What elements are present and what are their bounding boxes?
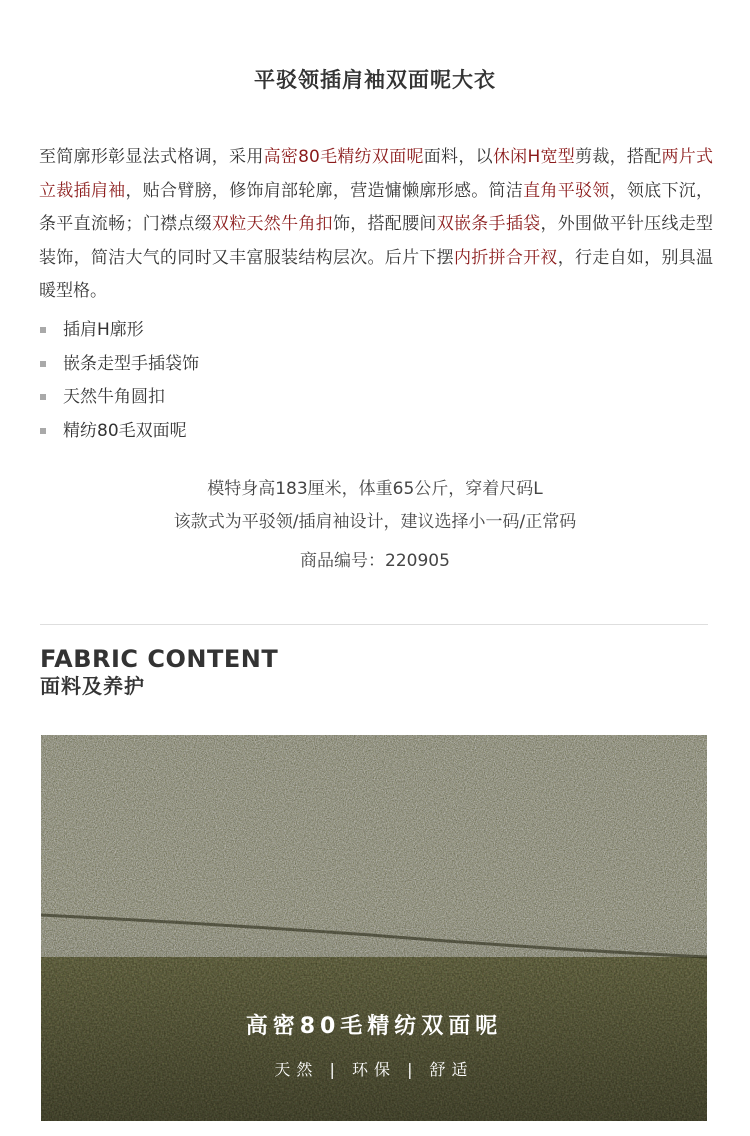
feature-list	[39, 314, 199, 448]
description-text: ，行走自如，别具温暖型格。	[39, 247, 714, 302]
product-code: 商品编号：220905	[300, 551, 450, 571]
fabric-photo-subtitle: 天然 | 环保 | 舒适	[274, 1060, 474, 1079]
description-text: ，外围做平针压线走型装饰，简洁大气的同时又丰富服装结构层次。后片下摆	[39, 214, 714, 268]
highlight-text: 高密80毛精纺双面呢	[263, 147, 424, 167]
highlight-text: 双嵌条手插袋	[436, 214, 541, 235]
fabric-heading-cn: 面料及养护	[40, 674, 145, 698]
description-text: 面料，以	[423, 147, 493, 167]
feature-item	[39, 381, 199, 415]
square-bullet-icon	[40, 361, 46, 367]
square-bullet-icon	[40, 394, 46, 400]
feature-item	[39, 415, 199, 449]
feature-label: 精纺80毛双面呢	[63, 420, 187, 441]
product-description	[39, 141, 713, 309]
fabric-heading-en: FABRIC CONTENT	[40, 645, 279, 673]
feature-label: 天然牛角圆扣	[63, 387, 165, 408]
model-size-info: 模特身高183厘米，体重65公斤，穿着尺码L	[207, 479, 543, 499]
feature-item	[39, 314, 199, 348]
fabric-photo-title: 高密80毛精纺双面呢	[245, 1014, 503, 1039]
highlight-text: 两片式立裁插肩袖	[39, 147, 714, 201]
feature-label: 插肩H廓形	[63, 320, 144, 340]
product-title: 平驳领插肩袖双面呢大衣	[254, 68, 496, 92]
description-text: ，贴合臂膀，修饰肩部轮廓，营造慵懒廓形感。简洁	[125, 180, 524, 201]
section-divider	[40, 624, 708, 625]
square-bullet-icon	[40, 327, 46, 333]
description-text: 剪裁，搭配	[575, 147, 662, 167]
size-advice: 该款式为平驳领/插肩袖设计，建议选择小一码/正常码	[173, 512, 577, 532]
highlight-text: 直角平驳领	[523, 180, 610, 201]
description-text: 饰，搭配腰间	[332, 214, 437, 235]
description-text: ，领底下沉，条平直流畅；门襟点缀	[39, 180, 714, 235]
description-text: 至简廓形彰显法式格调，采用	[39, 147, 264, 167]
highlight-text: 双粒天然牛角扣	[211, 214, 333, 235]
highlight-text: 休闲H宽型	[492, 147, 576, 167]
feature-item	[39, 348, 199, 382]
square-bullet-icon	[40, 428, 46, 434]
highlight-text: 内折拼合开衩	[453, 247, 558, 268]
feature-label: 嵌条走型手插袋饰	[63, 353, 199, 374]
